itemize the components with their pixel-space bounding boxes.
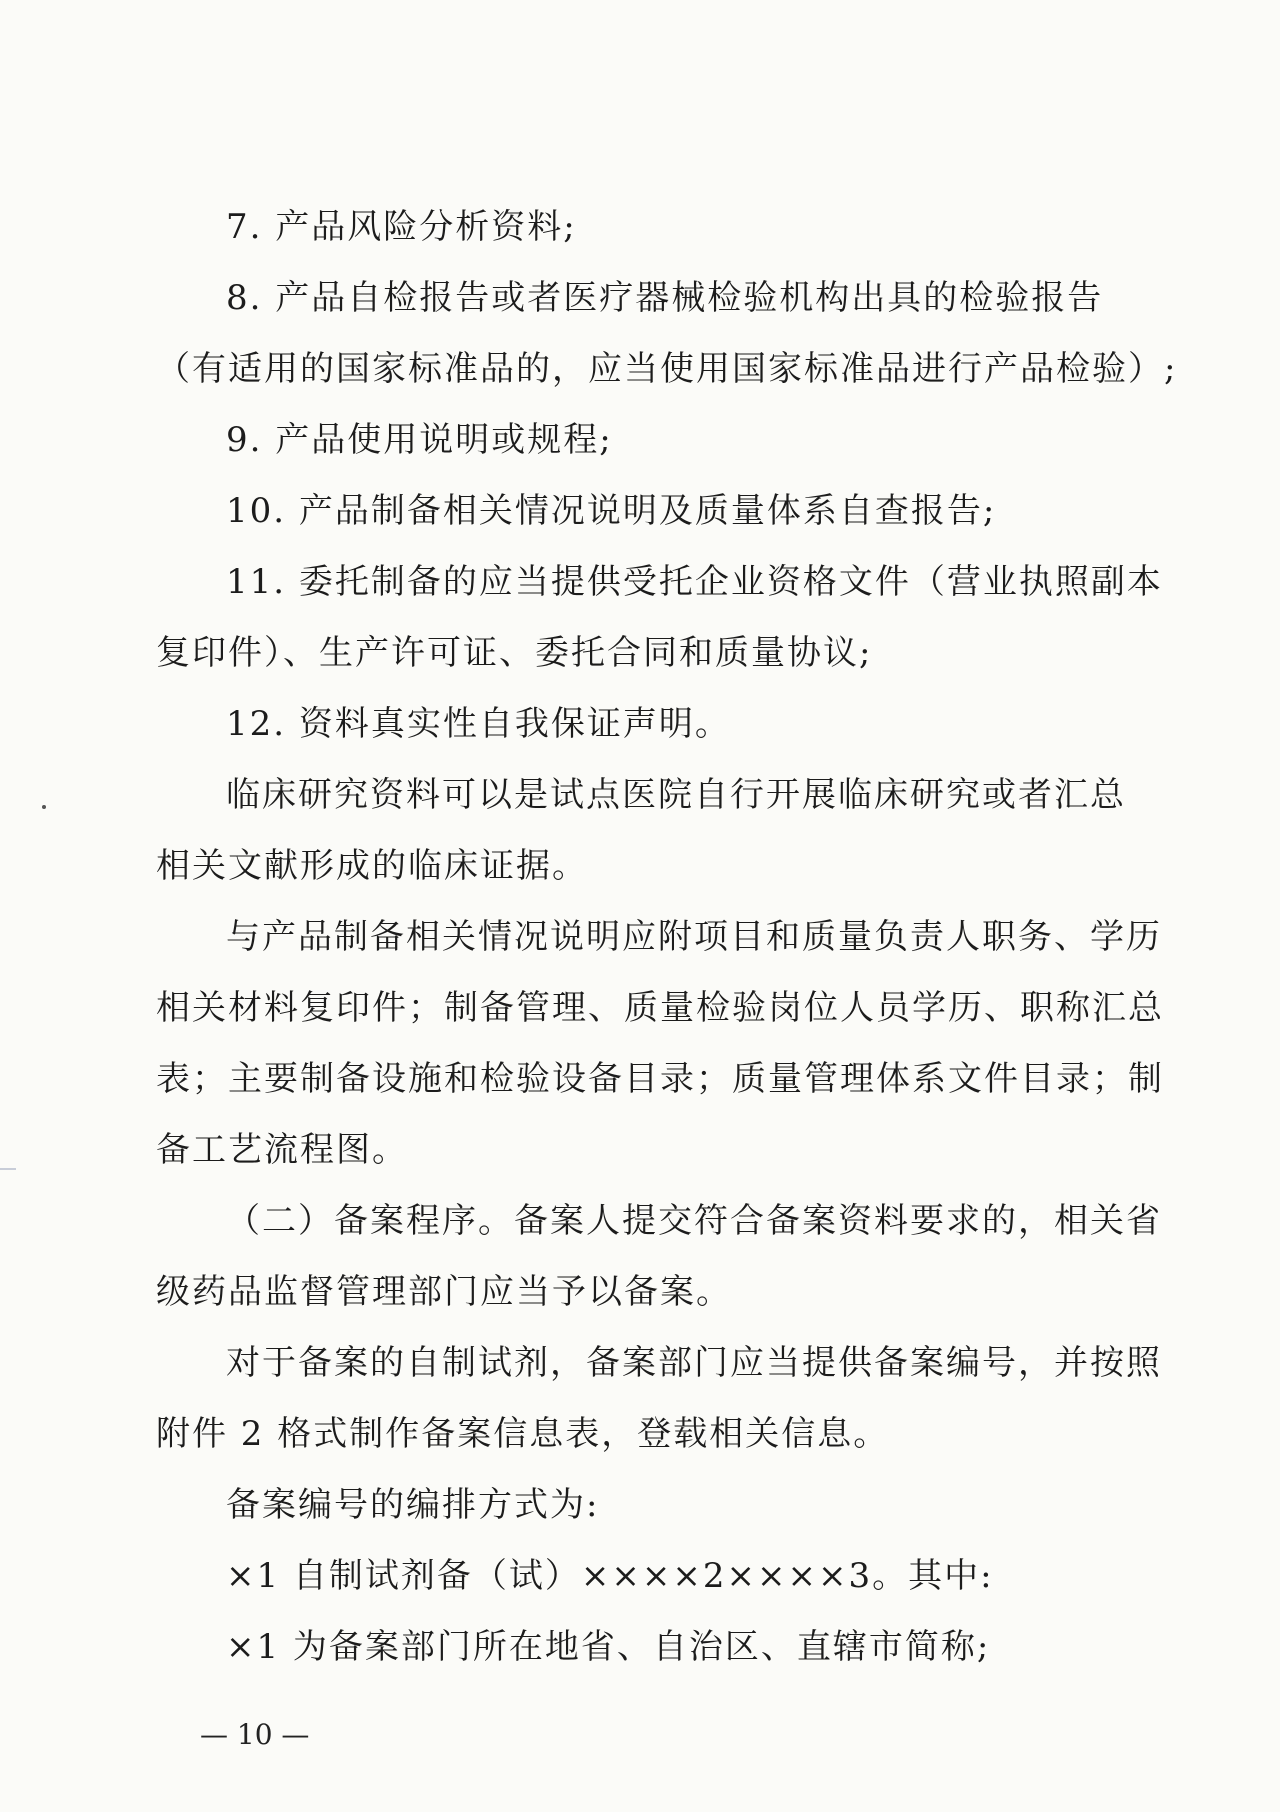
paragraph-line: 对于备案的自制试剂，备案部门应当提供备案编号，并按照 bbox=[226, 1343, 1162, 1383]
paragraph-line: 相关材料复印件；制备管理、质量检验岗位人员学历、职称汇总 bbox=[156, 988, 1164, 1028]
paragraph-line: ×1 自制试剂备（试）××××2××××3。其中: bbox=[226, 1556, 994, 1596]
paragraph-line: 11. 委托制备的应当提供受托企业资格文件（营业执照副本 bbox=[226, 562, 1163, 602]
paragraph-line: 级药品监督管理部门应当予以备案。 bbox=[156, 1272, 732, 1312]
paragraph-line: ×1 为备案部门所在地省、自治区、直辖市简称; bbox=[226, 1627, 991, 1667]
scan-speck bbox=[42, 805, 46, 809]
page-number: — 10 — bbox=[200, 1718, 310, 1751]
paragraph-line: 8. 产品自检报告或者医疗器械检验机构出具的检验报告 bbox=[226, 278, 1104, 318]
paragraph bbox=[156, 1328, 1162, 1470]
paragraph-line: 附件 2 格式制作备案信息表，登载相关信息。 bbox=[156, 1414, 890, 1454]
paragraph bbox=[156, 263, 1178, 405]
paragraph-line: （有适用的国家标准品的，应当使用国家标准品进行产品检验）; bbox=[156, 349, 1178, 389]
paragraph bbox=[156, 405, 1091, 476]
paragraph bbox=[156, 902, 1164, 1186]
paragraph-line: 备工艺流程图。 bbox=[156, 1130, 408, 1170]
paragraph-line: 复印件）、生产许可证、委托合同和质量协议; bbox=[156, 633, 873, 673]
paragraph-line: 备案编号的编排方式为: bbox=[226, 1485, 600, 1525]
paragraph-line: 12. 资料真实性自我保证声明。 bbox=[226, 704, 731, 744]
scan-margin-mark bbox=[0, 1168, 16, 1170]
document-body bbox=[156, 192, 1178, 1683]
paragraph bbox=[156, 1186, 1162, 1328]
paragraph bbox=[156, 1470, 1091, 1541]
paragraph bbox=[156, 547, 1163, 689]
paragraph-line: 表；主要制备设施和检验设备目录；质量管理体系文件目录；制 bbox=[156, 1059, 1164, 1099]
paragraph-line: 10. 产品制备相关情况说明及质量体系自查报告; bbox=[226, 491, 997, 531]
paragraph bbox=[156, 760, 1126, 902]
paragraph bbox=[156, 689, 1091, 760]
paragraph bbox=[156, 1541, 1091, 1612]
paragraph-line: 与产品制备相关情况说明应附项目和质量负责人职务、学历 bbox=[226, 917, 1162, 957]
paragraph-line: （二）备案程序。备案人提交符合备案资料要求的，相关省 bbox=[226, 1201, 1162, 1241]
paragraph bbox=[156, 192, 1091, 263]
paragraph-line: 9. 产品使用说明或规程; bbox=[226, 420, 613, 460]
paragraph bbox=[156, 1612, 1091, 1683]
paragraph-line: 7. 产品风险分析资料; bbox=[226, 207, 577, 247]
paragraph bbox=[156, 476, 1091, 547]
paragraph-line: 临床研究资料可以是试点医院自行开展临床研究或者汇总 bbox=[226, 775, 1126, 815]
paragraph-line: 相关文献形成的临床证据。 bbox=[156, 846, 588, 886]
